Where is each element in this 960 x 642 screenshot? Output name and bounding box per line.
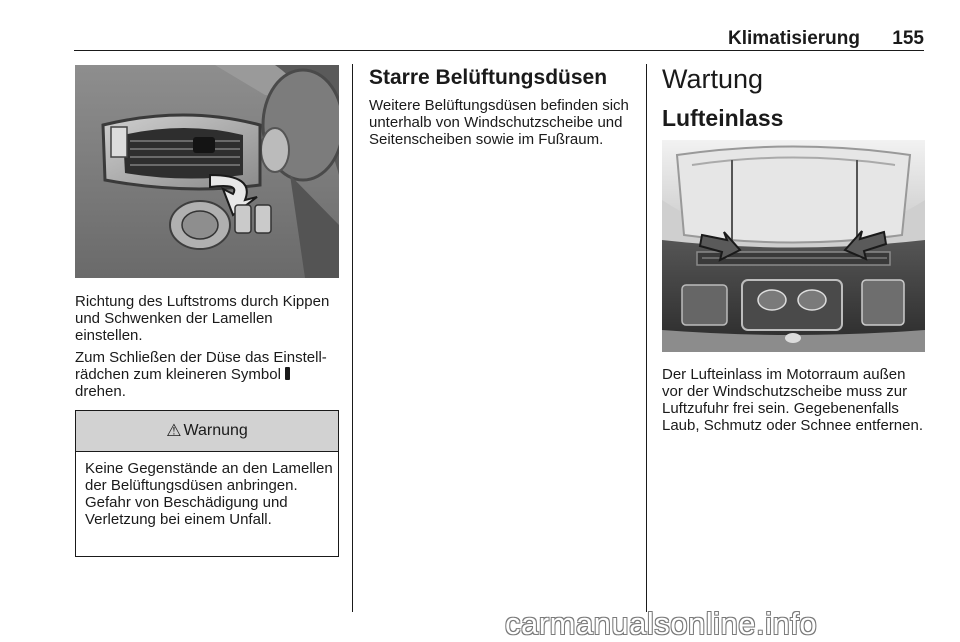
engine-compartment-photo bbox=[662, 140, 925, 352]
fixed-vents-text: Weitere Belüftungsdüsen befinden sich unterhalb von Windschutzscheibe und Seitenscheiben sowie im Fußraum. bbox=[369, 97, 629, 148]
column-divider bbox=[352, 64, 353, 612]
vent-close-text-end: drehen. bbox=[75, 383, 126, 400]
small-symbol-icon bbox=[285, 367, 290, 380]
warning-header bbox=[76, 411, 338, 452]
air-intake-text: Der Lufteinlass im Motorraum außen vor der Windschutzscheibe muss zur Luftzufuhr frei sein. Gegebenenfalls Laub, Schmutz oder Schnee entfernen. bbox=[662, 366, 924, 434]
air-intake-heading: Lufteinlass bbox=[662, 105, 784, 131]
vent-direction-text: Richtung des Luftstroms durch Kippen und Schwenken der Lamellen einstellen. bbox=[75, 293, 330, 344]
warning-title: Warnung bbox=[183, 422, 248, 439]
warning-text: Keine Gegenstände an den Lamellen der Belüftungsdüsen anbringen. Gefahr von Beschädigung und Verletzung bei einem Unfall. bbox=[85, 460, 333, 528]
fixed-vents-heading: Starre Belüftungsdüsen bbox=[369, 66, 608, 89]
maintenance-heading: Wartung bbox=[662, 64, 764, 94]
header-rule bbox=[74, 50, 924, 51]
dashboard-air-vent-photo bbox=[75, 65, 339, 278]
running-header-title: Klimatisierung bbox=[728, 28, 860, 49]
warning-box bbox=[75, 410, 339, 557]
air-vent-photo bbox=[75, 65, 339, 278]
watermark: carmanualsonline.info bbox=[505, 606, 818, 641]
page-number: 155 bbox=[892, 28, 924, 49]
engine-compartment-photo-svg bbox=[662, 140, 925, 352]
warning-triangle-icon: ⚠ bbox=[166, 421, 182, 440]
column-divider bbox=[646, 64, 647, 612]
vent-close-text bbox=[75, 349, 343, 400]
vent-close-text-main: Zum Schließen der Düse das Einstellrädchen zum kleineren Symbol bbox=[75, 349, 327, 383]
